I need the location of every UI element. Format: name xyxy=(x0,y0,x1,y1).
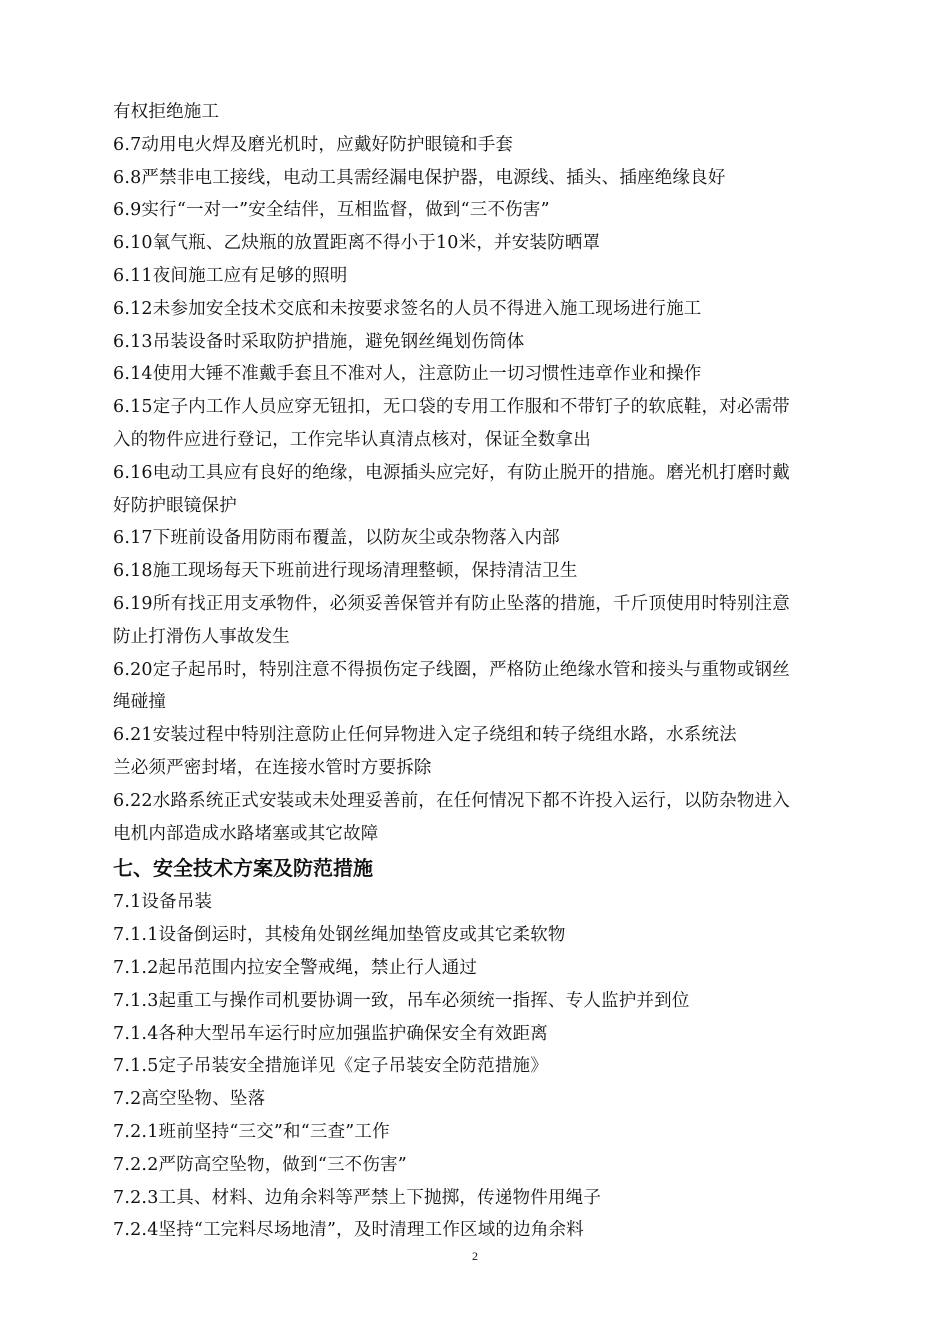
text-line: 6.21安装过程中特别注意防止任何异物进入定子绕组和转子绕组水路，水系统法 xyxy=(113,725,737,746)
text-line: 7.1设备吊装 xyxy=(113,892,213,913)
text-line: 兰必须严密封堵，在连接水管时方要拆除 xyxy=(113,757,432,778)
text-line: 6.12未参加安全技术交底和未按要求签名的人员不得进入施工现场进行施工 xyxy=(113,298,702,319)
text-line: 电机内部造成水路堵塞或其它故障 xyxy=(113,823,379,844)
text-line: 7.1.3起重工与操作司机要协调一致，吊车必须统一指挥、专人监护并到位 xyxy=(113,990,690,1011)
text-line: 7.1.1设备倒运时，其棱角处钢丝绳加垫管皮或其它柔软物 xyxy=(113,925,566,946)
document-body xyxy=(113,96,843,1247)
section-seven-items xyxy=(113,886,843,1247)
text-line: 7.1.2起吊范围内拉安全警戒绳，禁止行人通过 xyxy=(113,957,478,978)
section-six-items xyxy=(113,96,843,850)
text-line: 7.2.3工具、材料、边角余料等严禁上下抛掷，传递物件用绳子 xyxy=(113,1187,602,1208)
text-line: 7.2.2严防高空坠物，做到“三不伤害” xyxy=(113,1154,407,1175)
text-line: 6.7动用电火焊及磨光机时，应戴好防护眼镜和手套 xyxy=(113,134,514,155)
text-line: 7.2.4坚持“工完料尽场地清”，及时清理工作区域的边角余料 xyxy=(113,1220,584,1241)
text-line: 6.8严禁非电工接线，电动工具需经漏电保护器，电源线、插头、插座绝缘良好 xyxy=(113,167,726,188)
text-line: 6.17下班前设备用防雨布覆盖，以防灰尘或杂物落入内部 xyxy=(113,528,560,549)
text-line: 6.15定子内工作人员应穿无钮扣，无口袋的专用工作服和不带钉子的软底鞋，对必需带 xyxy=(113,397,790,418)
text-line: 6.22水路系统正式安装或未处理妥善前，在任何情况下都不许投入运行，以防杂物进入 xyxy=(113,790,790,811)
text-line: 6.18施工现场每天下班前进行现场清理整顿，保持清洁卫生 xyxy=(113,561,578,582)
page-number: 2 xyxy=(472,1249,478,1263)
text-line: 6.16电动工具应有良好的绝缘，电源插头应完好，有防止脱开的措施。磨光机打磨时戴 xyxy=(113,462,790,483)
text-line: 绳碰撞 xyxy=(113,692,167,713)
section-heading: 七、安全技术方案及防范措施 xyxy=(113,856,373,881)
text-line: 6.11夜间施工应有足够的照明 xyxy=(113,265,348,286)
text-line: 入的物件应进行登记，工作完毕认真清点核对，保证全数拿出 xyxy=(113,429,591,450)
text-line: 6.10氧气瓶、乙炔瓶的放置距离不得小于10米，并安装防晒罩 xyxy=(113,233,601,254)
text-line: 7.2.1班前坚持“三交”和“三查”工作 xyxy=(113,1121,390,1142)
text-line: 7.2高空坠物、坠落 xyxy=(113,1089,266,1110)
text-line: 好防护眼镜保护 xyxy=(113,495,237,516)
text-line: 有权拒绝施工 xyxy=(113,102,220,122)
text-line: 6.9实行“一对一”安全结伴，互相监督，做到“三不伤害” xyxy=(113,200,550,221)
text-line: 6.20定子起吊时，特别注意不得损伤定子线圈，严格防止绝缘水管和接头与重物或钢丝 xyxy=(113,659,790,680)
text-line: 7.1.5定子吊装安全措施详见《定子吊装安全防范措施》 xyxy=(113,1056,548,1077)
text-line: 6.14使用大锤不准戴手套且不准对人，注意防止一切习惯性违章作业和操作 xyxy=(113,364,702,385)
text-line: 6.13吊装设备时采取防护措施，避免钢丝绳划伤筒体 xyxy=(113,331,525,352)
text-line: 防止打滑伤人事故发生 xyxy=(113,626,290,647)
text-line: 7.1.4各种大型吊车运行时应加强监护确保安全有效距离 xyxy=(113,1023,548,1044)
text-line: 6.19所有找正用支承物件，必须妥善保管并有防止坠落的措施，千斤顶使用时特别注意 xyxy=(113,593,790,614)
